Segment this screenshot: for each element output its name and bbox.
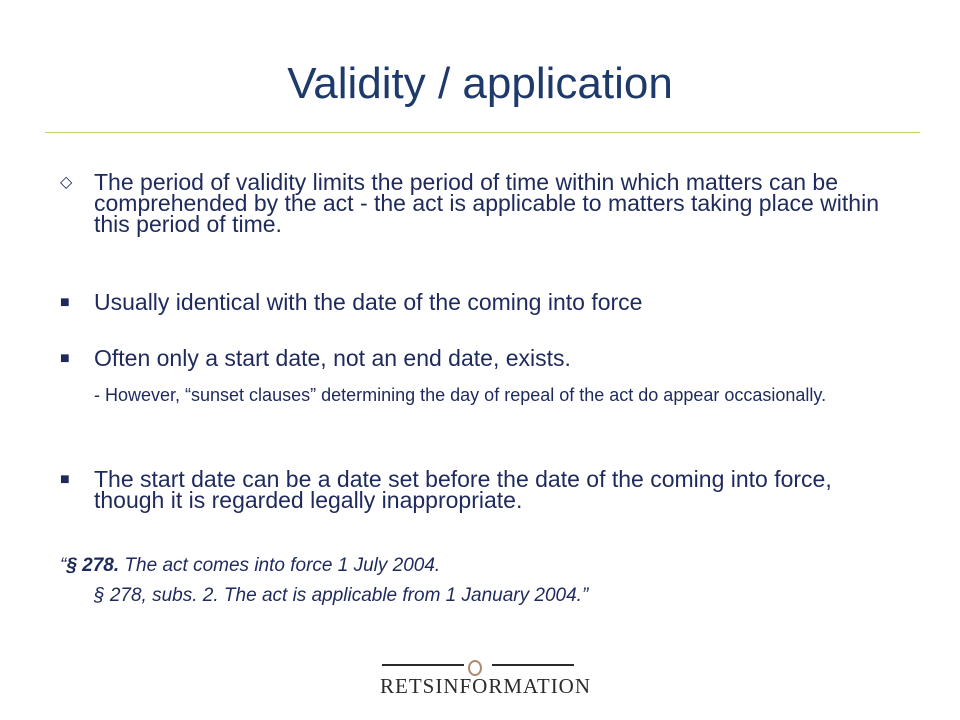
sub-note: - However, “sunset clauses” determining the day of repeal of the act do appear occasionally.: [94, 385, 827, 405]
quote-section: § 278.: [66, 555, 120, 576]
bullet-text: Usually identical with the date of the coming into force: [94, 289, 643, 315]
logo-line-left: [382, 664, 464, 666]
quote-line-2: § 278, subs. 2. The act is applicable from 1 January 2004.”: [94, 585, 589, 606]
square-bullet-icon: ■: [60, 350, 70, 367]
slide-title: Validity / application: [287, 59, 673, 108]
retsinformation-logo: [380, 658, 592, 698]
title-divider: [45, 132, 920, 133]
square-bullet-icon: ■: [60, 294, 70, 311]
bullet-text: Often only a start date, not an end date, exists.: [94, 345, 571, 371]
diamond-outline-icon: ◇: [60, 174, 73, 191]
quote-line-1: [60, 554, 440, 578]
bullet-item: [60, 466, 880, 513]
quote-line-1-rest: The act comes into force 1 July 2004.: [119, 555, 441, 576]
bullet-item: [60, 169, 880, 237]
bullet-text: The period of validity limits the period of time within which matters can be comprehended by the act - the act is applicable to matters taking place within this period of time.: [94, 169, 879, 237]
quote-open-mark: “: [60, 555, 67, 576]
bullet-text: The start date can be a date set before the date of the coming into force, though it is regarded legally inappropriate.: [94, 466, 832, 513]
logo-text: RETSINFORMATION: [380, 674, 592, 698]
bullet-item: [60, 289, 880, 315]
bullet-item: [60, 345, 880, 371]
square-bullet-icon: ■: [60, 471, 70, 488]
logo-line-right: [492, 664, 574, 666]
